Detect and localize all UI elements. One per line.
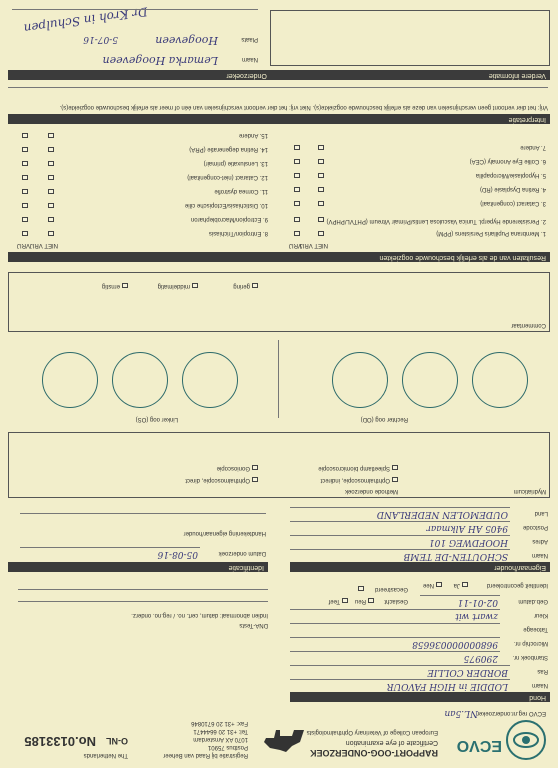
result-checkbox[interactable] xyxy=(318,187,324,192)
result-checkbox[interactable] xyxy=(22,189,28,194)
breed-label: Ras xyxy=(537,668,548,674)
examiner-title: Onderzoeker xyxy=(226,72,267,79)
cond-11: 11. Cornea dystrofie xyxy=(214,188,268,194)
page-title: RAPPORT-OOG-ONDERZOEK xyxy=(309,748,438,758)
result-checkbox[interactable] xyxy=(22,231,28,236)
cond-10: 10. Distichiasis/Ectopische cilie xyxy=(184,202,268,208)
result-checkbox[interactable] xyxy=(318,173,324,178)
sex-male-checkbox[interactable] xyxy=(368,598,374,603)
result-checkbox[interactable] xyxy=(318,231,324,236)
owner-postcode-value: 9405 AH Alkmaar xyxy=(426,523,508,533)
owner-section-bar xyxy=(290,562,550,572)
page-subtitle: Certificate of eye examination xyxy=(345,739,438,746)
serial-number: No.0133185 xyxy=(24,734,96,749)
identification-title: Identificatie xyxy=(228,564,264,571)
result-checkbox[interactable] xyxy=(294,217,300,222)
place-label: Plaats xyxy=(241,36,258,42)
identification-bar xyxy=(8,562,268,572)
owner-name-value: SCHOUTEN-DE TEMB xyxy=(403,551,508,561)
cond-5: 5. Hypoplasie/Micropapilla xyxy=(475,172,546,178)
result-checkbox[interactable] xyxy=(294,159,300,164)
identity-yes-checkbox[interactable] xyxy=(462,582,468,587)
col-not-free-2: NIET VRIJ xyxy=(29,242,58,248)
sex-label: Geslacht xyxy=(384,598,408,604)
grade-mild-label: gering xyxy=(233,283,250,289)
tattoo-label: Tatoeage xyxy=(523,626,548,632)
owner-address-label: Adres xyxy=(532,538,548,544)
color-label: Kleur xyxy=(533,612,548,618)
color-value: zwart wit xyxy=(455,611,498,621)
result-checkbox[interactable] xyxy=(294,231,300,236)
examiner-signature: Dr Kroh in Schulpen xyxy=(22,4,149,36)
nl-label: The Netherlands xyxy=(83,752,128,758)
further-info-box xyxy=(270,10,550,66)
eye-logo-icon xyxy=(508,722,544,758)
result-checkbox[interactable] xyxy=(22,147,28,152)
method-2-label: Spleetlamp biomicroscopie xyxy=(318,465,390,471)
sex-female-checkbox[interactable] xyxy=(342,598,348,603)
cond-2: 2. Persisterende Hyperpl. Tunica Vasculosa Lentis/Primair Vitreum (PHTVL/PHPV) xyxy=(326,218,546,224)
cond-4: 4. Retina Dysplasie (RD) xyxy=(479,186,546,192)
grade-moderate-label: middelmatig xyxy=(157,283,190,289)
breed-value: BORDER COLLIE xyxy=(427,667,508,677)
result-checkbox[interactable] xyxy=(48,217,54,222)
left-eye-lens-diagram xyxy=(112,352,168,408)
results-title: Resultaten van de als erfelijk beschouwde oogziekten xyxy=(379,254,546,261)
phone: Tel: +31 20 6644471 xyxy=(193,728,248,734)
method-4-checkbox[interactable] xyxy=(252,465,258,470)
cond-12: 12. Cataract (niet-congenitaal) xyxy=(187,174,268,180)
col-not-free: NIET VRIJ xyxy=(299,242,328,248)
sign-date-value: 5-07-16 xyxy=(83,34,118,44)
result-checkbox[interactable] xyxy=(294,187,300,192)
identity-yes-label: Ja xyxy=(453,582,460,588)
result-checkbox[interactable] xyxy=(294,201,300,206)
left-eye-front-diagram xyxy=(182,352,238,408)
right-eye-fundus-diagram xyxy=(332,352,388,408)
examiner-name-value: Lemarka Hoogeveen xyxy=(102,54,218,67)
method-1-checkbox[interactable] xyxy=(392,477,398,482)
identity-no-checkbox[interactable] xyxy=(436,582,442,587)
result-checkbox[interactable] xyxy=(48,231,54,236)
neutered-label: Gecastreerd xyxy=(374,586,408,592)
result-checkbox[interactable] xyxy=(48,175,54,180)
cond-9: 9. Ectropion/Macroblepharon xyxy=(190,216,268,222)
abnormal-label: Indien abnormaal: datum, cert. no. / reg.no. onderz. xyxy=(131,612,268,618)
right-eye-lens-diagram xyxy=(402,352,458,408)
owner-country-label: Land xyxy=(534,510,548,516)
dob-label: Geb.datum xyxy=(518,598,548,604)
microchip-label: Microchip nr. xyxy=(513,640,548,646)
result-checkbox[interactable] xyxy=(318,217,324,222)
result-checkbox[interactable] xyxy=(22,217,28,222)
registration-handwritten: NL.5an xyxy=(444,708,478,718)
address-line-1: Postbus 75901 xyxy=(207,744,248,750)
left-eye-fundus-diagram xyxy=(42,352,98,408)
cond-8: 8. Entropion/Trichiasis xyxy=(208,230,268,236)
results-bar xyxy=(8,252,550,262)
microchip-value: 968000000036658 xyxy=(412,639,498,649)
cond-7: 7. Andere xyxy=(520,144,546,150)
result-checkbox[interactable] xyxy=(318,159,324,164)
cond-6: 6. Collie Eye Anomaly (CEA) xyxy=(469,158,546,164)
comments-box xyxy=(8,272,550,332)
cond-1: 1. Membrana Pupillaris Persistens (PPM) xyxy=(436,230,546,236)
left-eye-label: Linker oog (OS) xyxy=(135,416,178,422)
owner-name-label: Naam xyxy=(531,552,548,558)
dog-silhouette-icon xyxy=(258,720,310,760)
nl-registration: Registratie bij Raad van Beheer xyxy=(163,752,248,758)
owner-address-value: HOOFDWEG 101 xyxy=(428,537,508,547)
cond-15: 15. Andere xyxy=(238,132,268,138)
grade-severe-checkbox[interactable] xyxy=(122,283,128,288)
further-info-bar xyxy=(8,70,550,80)
dna-tests-label: DNA-Tests xyxy=(239,622,268,628)
neutered-checkbox[interactable] xyxy=(358,586,364,591)
dog-name-label: Naam xyxy=(531,682,548,688)
address-line-2: 1070 AX Amsterdam xyxy=(193,736,248,742)
identity-check-label: Identiteit gecontroleerd xyxy=(486,582,548,588)
cond-3: 3. Cataract (congenitaal) xyxy=(480,200,546,206)
cond-14: 14. Retina degeneratie (PRA) xyxy=(189,146,268,152)
owner-country-value: OUDEMOLEN NEDERLAND xyxy=(376,509,508,519)
right-eye-label: Rechter oog (OD) xyxy=(360,416,408,422)
dog-section-title: Hond xyxy=(529,694,546,701)
result-checkbox[interactable] xyxy=(294,145,300,150)
interpretation-title: Interpretatie xyxy=(508,116,546,123)
result-checkbox[interactable] xyxy=(22,175,28,180)
college-name: European College of Veterinary Ophthalmologists xyxy=(306,729,438,735)
dog-name-value: LODDIE in HIGH FAVOUR xyxy=(386,681,508,691)
drops-label: Mydriaticum xyxy=(513,488,546,494)
method-3-checkbox[interactable] xyxy=(252,477,258,482)
cond-13: 13. Lensluxatie (primair) xyxy=(203,160,268,166)
result-checkbox[interactable] xyxy=(48,203,54,208)
interpretation-text: Vrij: het dier vertoont geen verschijnselen van deze als erfelijk beschouwde oogziekte(s). Niet vrij: het dier vertoont verschijnselen van één of meer als erfelijk beschouwde oogziekte(s). xyxy=(59,104,548,110)
right-eye-front-diagram xyxy=(472,352,528,408)
registration-label: ECVO reg.nr.onderzoeker xyxy=(476,710,546,716)
col-free: VRIJ xyxy=(288,242,302,248)
identity-no-label: Nee xyxy=(422,582,434,588)
dog-section-bar xyxy=(290,692,550,702)
sex-female-label: Teef xyxy=(328,598,340,604)
grade-mild-checkbox[interactable] xyxy=(252,283,258,288)
result-checkbox[interactable] xyxy=(22,203,28,208)
examiner-name-label: Naam xyxy=(241,56,258,62)
method-1-label: Ophthalmoscopie, indirect xyxy=(320,477,390,483)
owner-signature-label: Handtekening eigenaar/houder xyxy=(183,530,266,536)
col-free-2: VRIJ xyxy=(16,242,30,248)
serial-prefix: O-NL xyxy=(106,736,128,746)
studbook-value: 290975 xyxy=(463,653,498,663)
owner-section-title: Eigenaar/houder xyxy=(494,564,546,571)
result-checkbox[interactable] xyxy=(48,147,54,152)
methods-label: Methode onderzoek xyxy=(344,488,398,494)
result-checkbox[interactable] xyxy=(318,201,324,206)
result-checkbox[interactable] xyxy=(48,189,54,194)
grade-severe-label: ernstig xyxy=(101,283,120,289)
logo-text: ECVO xyxy=(456,737,502,754)
result-checkbox[interactable] xyxy=(318,145,324,150)
result-checkbox[interactable] xyxy=(48,133,54,138)
exam-date-value: 05-08-16 xyxy=(157,549,198,559)
method-2-checkbox[interactable] xyxy=(392,465,398,470)
method-3-label: Ophthalmoscopie, direct xyxy=(185,477,250,483)
ecvo-logo-icon xyxy=(506,720,546,760)
further-info-title: Verdere informatie xyxy=(488,72,546,79)
exam-methods-box xyxy=(8,432,550,498)
result-checkbox[interactable] xyxy=(22,161,28,166)
fax: Fax: +31 20 6710846 xyxy=(191,720,248,726)
studbook-label: Stamboek nr. xyxy=(512,654,548,660)
owner-postcode-label: Postcode xyxy=(522,524,548,530)
comments-label: Commentaar xyxy=(511,322,546,328)
result-checkbox[interactable] xyxy=(22,133,28,138)
result-checkbox[interactable] xyxy=(294,173,300,178)
result-checkbox[interactable] xyxy=(48,161,54,166)
sex-male-label: Reu xyxy=(354,598,366,604)
dob-value: 02-01-11 xyxy=(457,597,498,607)
interpretation-bar xyxy=(8,114,550,124)
place-value: Hoogeveen xyxy=(155,34,218,47)
method-4-label: Gonioscopie xyxy=(216,465,250,471)
exam-date-label: Datum onderzoek xyxy=(218,550,266,556)
grade-moderate-checkbox[interactable] xyxy=(192,283,198,288)
